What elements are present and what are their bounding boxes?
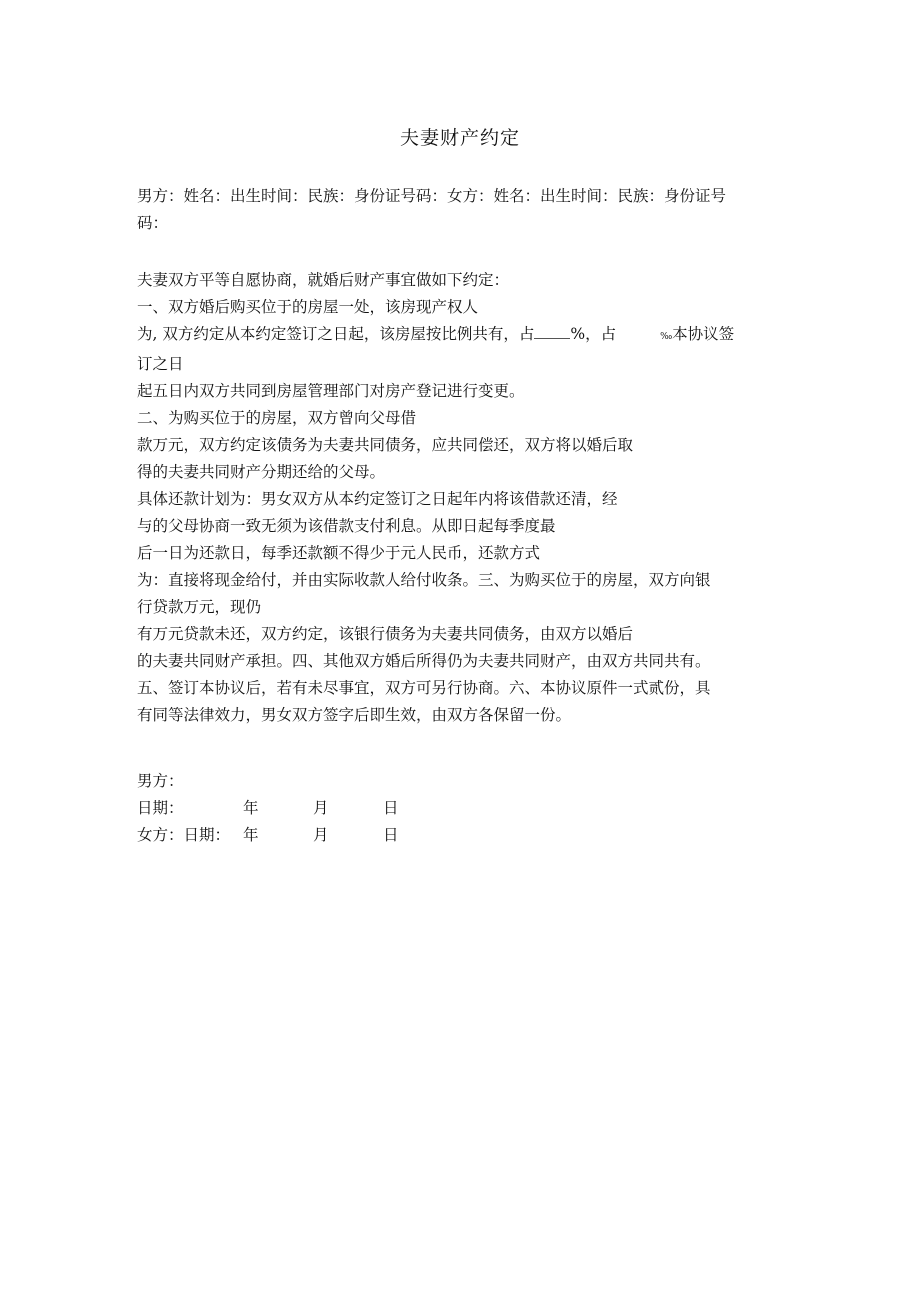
- body-line: 有同等法律效力，男女双方签字后即生效，由双方各保留一份。: [137, 706, 572, 724]
- year-label: 年: [243, 826, 259, 844]
- signature-section: [137, 768, 787, 849]
- parties-line-2: 码：: [137, 214, 169, 232]
- body-line: 的夫妻共同财产承担。四、其他双方婚后所得仍为夫妻共同财产，由双方共同共有。: [137, 652, 711, 670]
- month-label: 月: [313, 826, 329, 844]
- body-line: 二、为购买位于的房屋，双方曾向父母借: [137, 409, 417, 427]
- day-label: 日: [383, 826, 399, 844]
- year-label: 年: [243, 799, 259, 817]
- clause-1-line-2: [137, 321, 787, 351]
- date-label: 日期：: [137, 799, 184, 817]
- clause-1-line-3: 订之日: [137, 355, 184, 373]
- body-line: 行贷款万元，现仍: [137, 598, 262, 616]
- parties-line-1: 男方：姓名：出生时间：民族：身份证号码：女方：姓名：出生时间：民族：身份证号: [137, 187, 727, 205]
- male-date-row: [137, 795, 787, 822]
- body-line: 与的父母协商一致无须为该借款支付利息。从即日起每季度最: [137, 517, 556, 535]
- body-line: 款万元，双方约定该债务为夫妻共同债务，应共同偿还，双方将以婚后取: [137, 436, 634, 454]
- body-line: 后一日为还款日，每季还款额不得少于元人民币，还款方式: [137, 544, 541, 562]
- clause-1-line-1: 一、双方婚后购买位于的房屋一处，该房现产权人: [137, 298, 479, 316]
- clause-1-text-a: 为, 双方约定从本约定签订之日起，该房屋按比例共有，占: [137, 325, 535, 343]
- agreement-body: [137, 267, 787, 729]
- male-signature-label: 男方：: [137, 772, 184, 790]
- month-label: 月: [313, 799, 329, 817]
- body-line: 五、签订本协议后，若有未尽事宜，双方可另行协商。六、本协议原件一式贰份，具: [137, 679, 711, 697]
- permille-mark: ‰: [660, 332, 673, 342]
- female-date-label: 女方：日期：: [137, 826, 231, 844]
- body-line: 为：直接将现金给付，并由实际收款人给付收条。三、为购买位于的房屋，双方向银: [137, 571, 711, 589]
- share-blank: [534, 324, 570, 339]
- clause-1-line-4: 起五日内双方共同到房屋管理部门对房产登记进行变更。: [137, 382, 525, 400]
- intro-line: 夫妻双方平等自愿协商，就婚后财产事宜做如下约定：: [137, 271, 510, 289]
- clause-1-text-b: %，占: [570, 325, 617, 343]
- document-title: 夫妻财产约定: [399, 127, 520, 149]
- body-line: 具体还款计划为：男女双方从本约定签订之日起年内将该借款还清，经: [137, 490, 618, 508]
- day-label: 日: [383, 799, 399, 817]
- clause-1-text-d: 本协议签: [672, 325, 735, 343]
- parties-section: [137, 183, 787, 237]
- female-date-row: [137, 822, 787, 849]
- body-line: 得的夫妻共同财产分期还给的父母。: [137, 463, 386, 481]
- body-line: 有万元贷款未还，双方约定，该银行债务为夫妻共同债务，由双方以婚后: [137, 625, 634, 643]
